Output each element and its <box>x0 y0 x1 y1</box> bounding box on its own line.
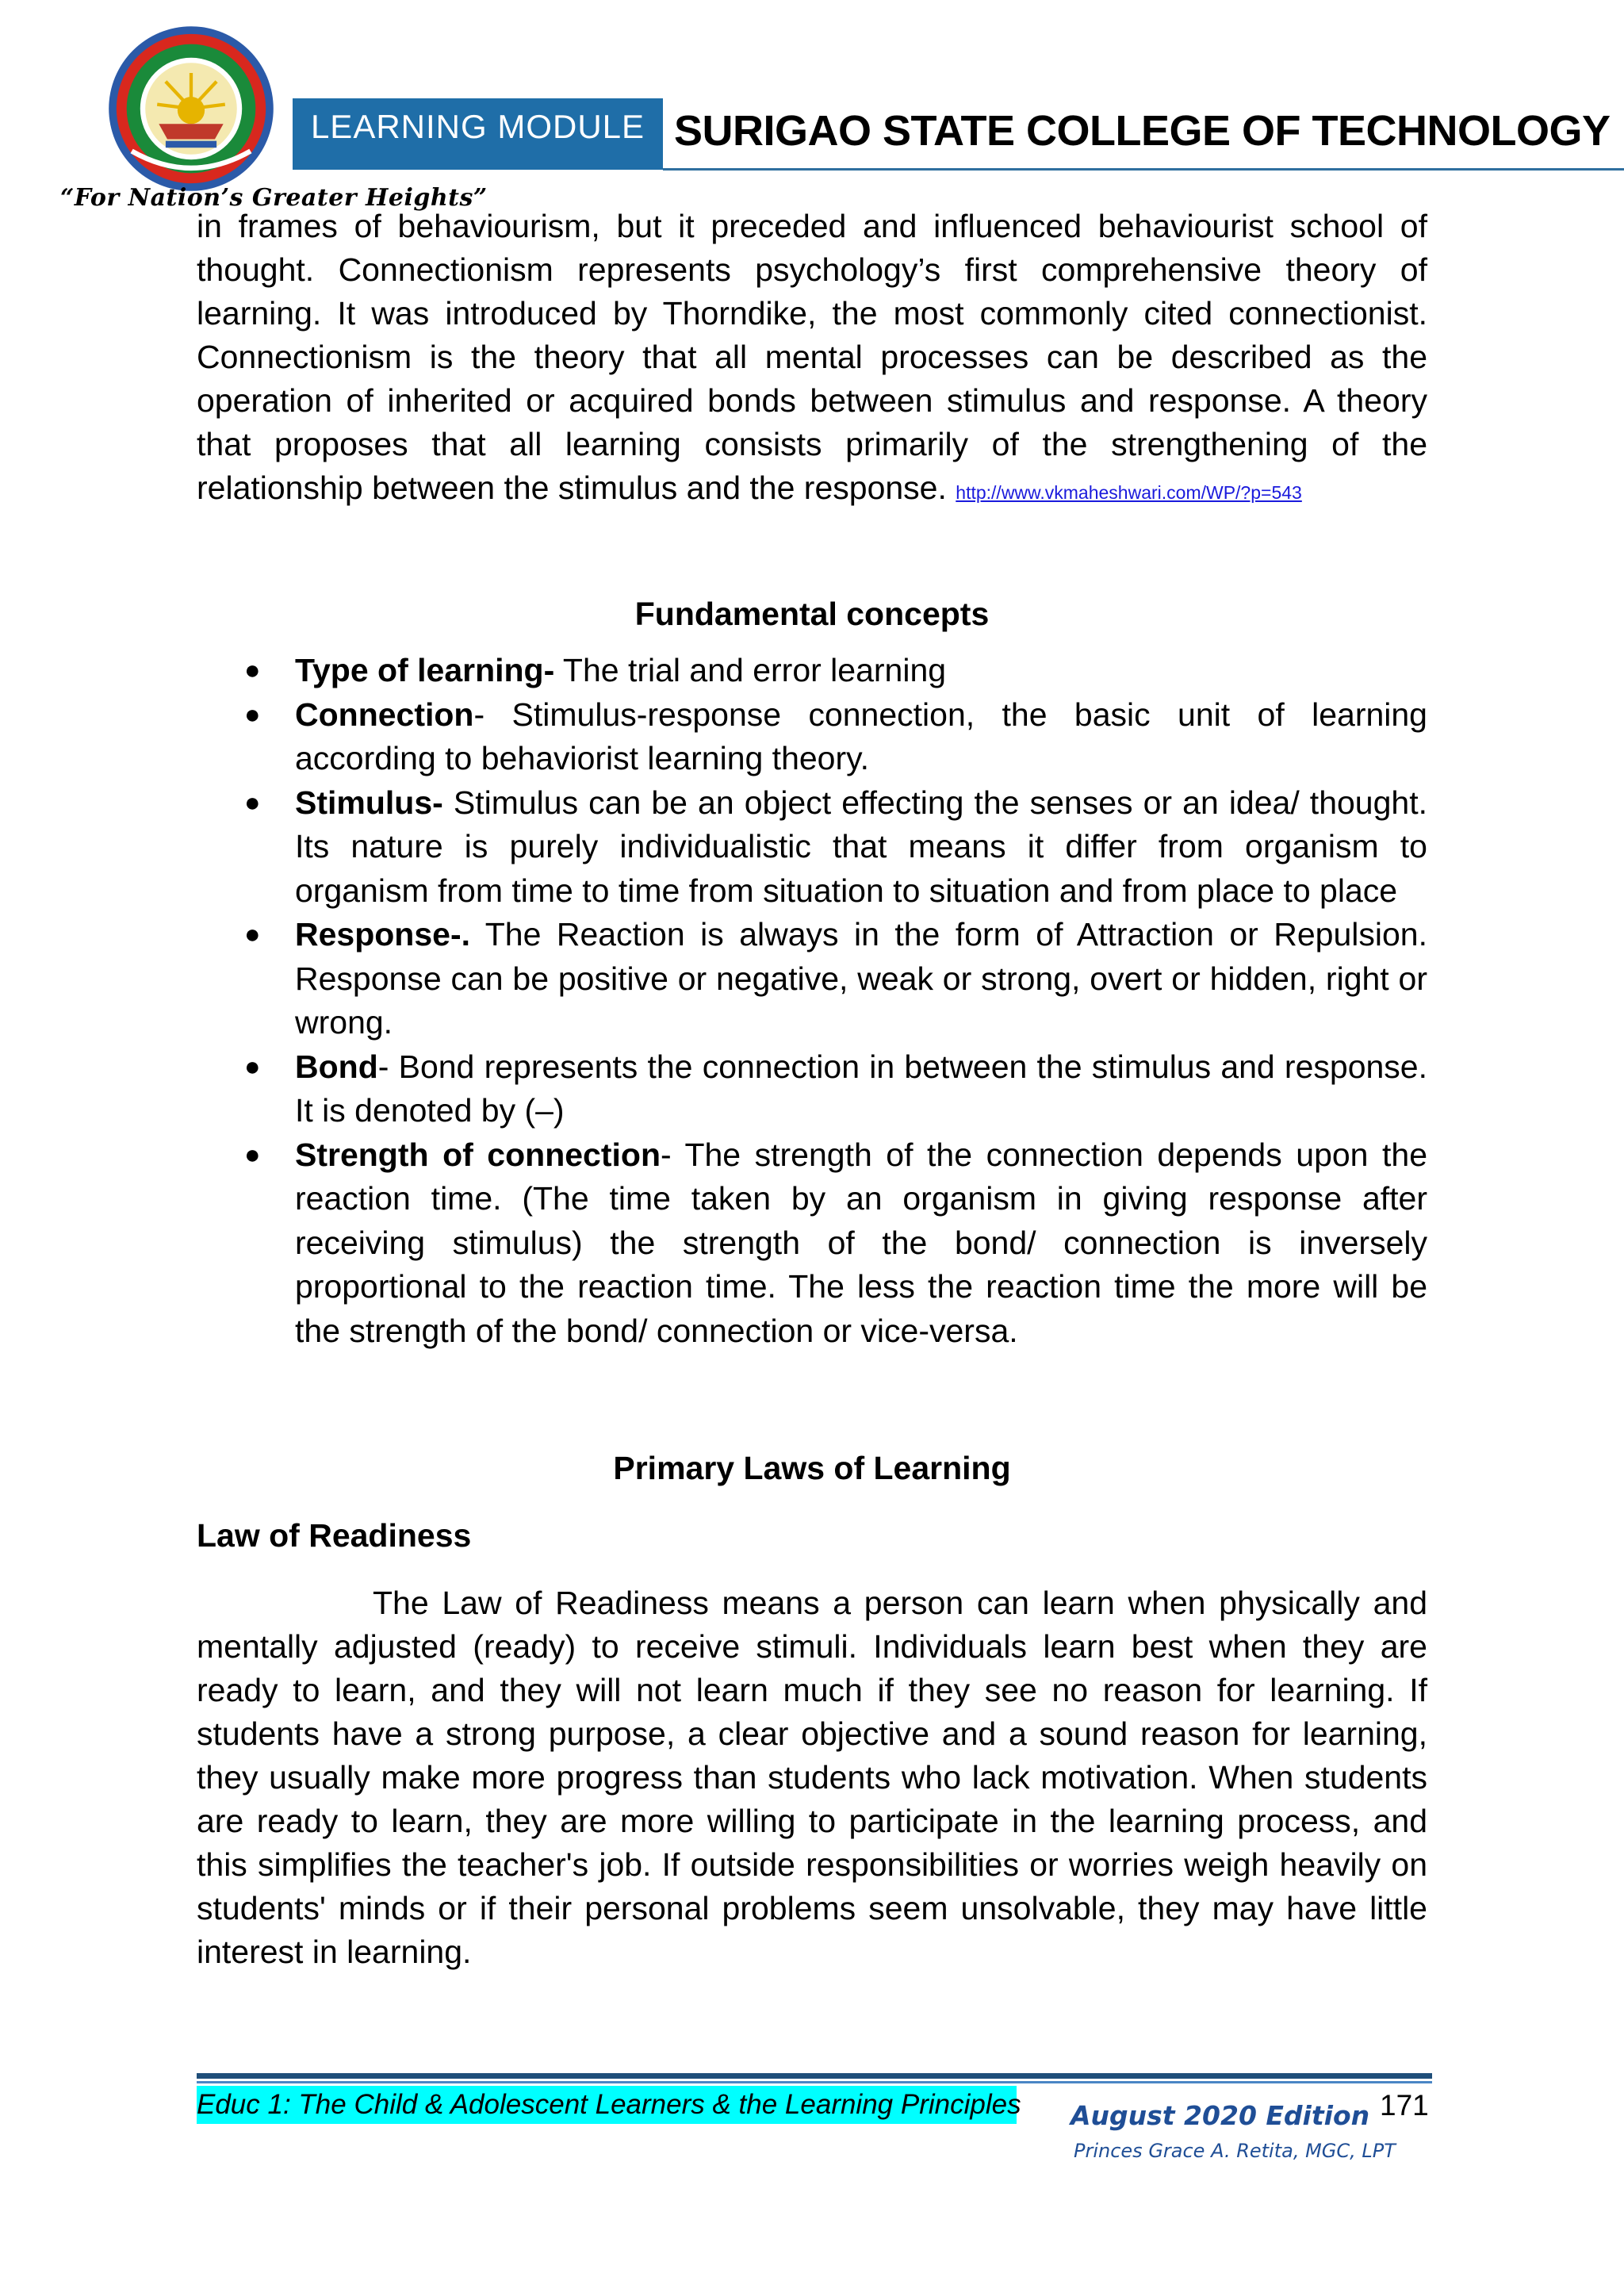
concept-text: The Reaction is always in the form of Attraction or Repulsion. Response can be positive or negative, weak or strong, overt or hidden, right or wrong. <box>295 916 1427 1041</box>
course-prefix: Educ 1: <box>197 2089 291 2120</box>
concept-term: Stimulus- <box>295 784 443 821</box>
concept-term: Connection <box>295 696 474 733</box>
law-of-readiness-heading: Law of Readiness <box>197 1517 472 1554</box>
list-item <box>197 781 1427 914</box>
college-motto: “For Nation’s Greater Heights” <box>60 184 488 212</box>
list-item <box>197 1133 1427 1354</box>
law-of-readiness-paragraph: The Law of Readiness means a person can learn when physically and mentally adjusted (ready) to receive stimuli. Individuals learn best when they are ready to learn, and they will not learn much if they see no reason for learning. If students have a strong purpose, a clear objective and a sound reason for learning, they usually make more progress than students who lack motivation. When students are ready to learn, they are more willing to participate in the learning process, and this simplifies the teacher's job. If outside responsibilities or worries weigh heavily on students' minds or if their personal problems seem unsolvable, they may have little interest in learning. <box>197 1585 1427 1970</box>
source-link[interactable]: http://www.vkmaheshwari.com/WP/?p=543 <box>956 482 1302 503</box>
concept-term: Bond <box>295 1048 378 1085</box>
page-content <box>197 205 1427 1974</box>
bullet-icon: ● <box>244 699 261 730</box>
author-credit: Princes Grace A. Retita, MGC, LPT <box>1074 2140 1396 2162</box>
bullet-icon: ● <box>244 1139 261 1170</box>
course-title <box>197 2086 1021 2124</box>
footer-rule-thin <box>197 2081 1432 2083</box>
list-item <box>197 913 1427 1045</box>
page-number: 171 <box>1380 2089 1429 2122</box>
concept-text: Stimulus can be an object effecting the senses or an idea/ thought. Its nature is purely individualistic that means it differ from organism to organism from time to time from situation to situation and from place to place <box>295 784 1427 909</box>
concept-text: - Bond represents the connection in between the stimulus and response. It is denoted by (–) <box>295 1048 1427 1129</box>
concept-term: Response-. <box>295 916 470 953</box>
intro-paragraph <box>197 205 1427 515</box>
bullet-icon: ● <box>244 787 261 818</box>
header-rule <box>663 168 1624 171</box>
list-item <box>197 649 1427 693</box>
concept-text: The trial and error learning <box>554 652 947 688</box>
bullet-icon: ● <box>244 919 261 949</box>
bullet-icon: ● <box>244 655 261 685</box>
concept-term: Strength of connection <box>295 1136 661 1173</box>
list-item <box>197 693 1427 781</box>
concept-text: - Stimulus-response connection, the basic unit of learning according to behaviorist learning theory. <box>295 696 1427 776</box>
edition-label: August 2020 Edition <box>1071 2100 1370 2131</box>
fundamental-concepts-heading: Fundamental concepts <box>634 596 990 632</box>
fundamental-concepts-list <box>197 649 1427 1353</box>
college-name: SURIGAO STATE COLLEGE OF TECHNOLOGY <box>674 107 1611 155</box>
footer-rule <box>197 2073 1432 2079</box>
primary-laws-heading: Primary Laws of Learning <box>613 1450 1011 1486</box>
concept-term: Type of learning- <box>295 652 555 688</box>
course-name: The Child & Adolescent Learners & the Learning Principles <box>290 2089 1021 2120</box>
bullet-icon: ● <box>244 1051 261 1082</box>
concept-text: - The strength of the connection depends upon the reaction time. (The time taken by an organism in giving response after receiving stimulus) the strength of the bond/ connection is inversely proportional to the reaction time. The less the reaction time the more will be the strength of the bond/ connection or vice-versa. <box>295 1136 1428 1349</box>
college-seal-logo <box>106 24 276 194</box>
intro-text: in frames of behaviourism, but it preceded and influenced behaviourist school of thought. Connectionism represents psychology’s first comprehensive theory of learning. It was introduced by Thorndike, the most commonly cited connectionist. Connectionism is the theory that all mental processes can be described as the operation of inherited or acquired bonds between stimulus and response. A theory that proposes that all learning consists primarily of the strengthening of the relationship between the stimulus and the response. <box>197 208 1427 506</box>
list-item <box>197 1045 1427 1133</box>
learning-module-label: LEARNING MODULE <box>293 98 663 170</box>
